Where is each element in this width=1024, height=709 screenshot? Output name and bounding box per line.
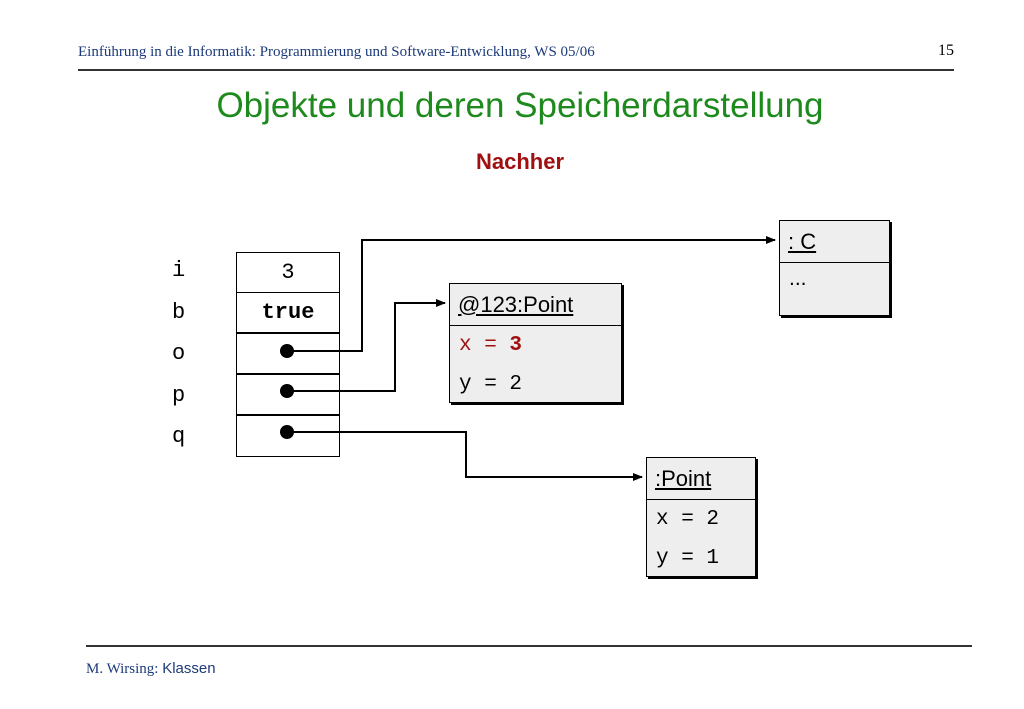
slide-subtitle: Nachher: [475, 149, 565, 174]
footer-topic: Klassen: [162, 660, 216, 677]
object-point-header: :Point: [647, 458, 755, 500]
object-point-123-header: @123:Point: [450, 284, 621, 326]
var-label-b: b: [172, 300, 186, 325]
object-point-123-y: y = 2: [459, 373, 523, 396]
slide-title: Objekte und deren Speicherdarstellung: [216, 86, 824, 125]
arrow-q-to-point: [287, 432, 642, 477]
memory-cell-i: 3: [236, 252, 340, 293]
var-label-q: q: [172, 424, 186, 449]
arrow-o-to-c: [287, 240, 775, 351]
footer: [86, 660, 216, 678]
object-point-y: y = 1: [656, 547, 720, 570]
footer-divider: [86, 645, 972, 647]
footer-author: M. Wirsing:: [86, 661, 163, 677]
object-c-header: : C: [780, 221, 889, 263]
object-point-123-x-label: x =: [459, 334, 510, 357]
var-label-o: o: [172, 341, 186, 366]
memory-cell-b: true: [236, 292, 340, 333]
var-label-i: i: [172, 258, 186, 283]
object-point-x: x = 2: [656, 508, 720, 531]
course-header: Einführung in die Informatik: Programmierung und Software-Entwicklung, WS 05/06: [78, 44, 595, 60]
var-label-p: p: [172, 383, 186, 408]
object-c-body: ...: [789, 267, 807, 290]
page-number: 15: [938, 42, 954, 59]
arrow-p-to-point-123: [287, 303, 445, 391]
object-point-123-x-value: 3: [509, 334, 523, 357]
